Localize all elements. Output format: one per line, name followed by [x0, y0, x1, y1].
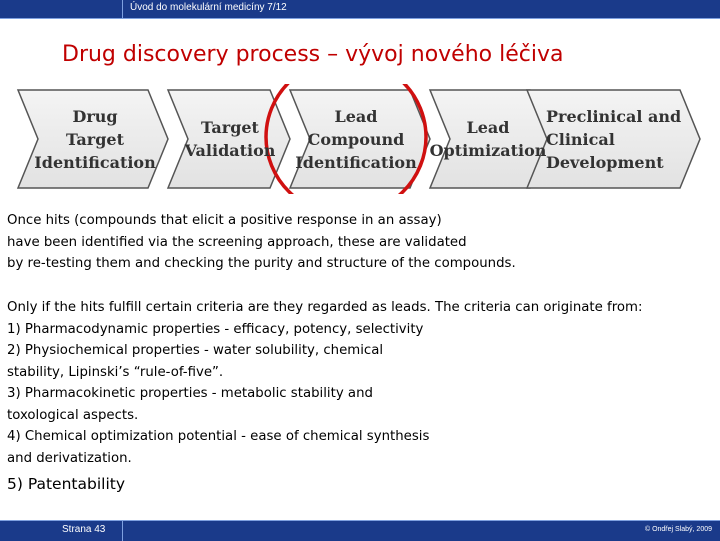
footer-bar [0, 520, 720, 541]
step-label-1: Drug Target Identification [34, 106, 156, 172]
process-flow [0, 84, 720, 194]
paragraph-line: have been identified via the screening approach, these are validated [7, 234, 467, 250]
footer-divider [122, 521, 123, 541]
paragraph-criteria [7, 297, 642, 497]
paragraph-line: Only if the hits fulfill certain criteria are they regarded as leads. The criteria can originate from: [7, 300, 643, 315]
criteria-item-patentability: 5) Patentability [7, 475, 126, 493]
step-label-3: Lead Compound Identification [295, 106, 417, 172]
criteria-item: 1) Pharmacodynamic properties - efficacy, potency, selectivity [7, 321, 424, 337]
paragraph-hits [7, 210, 516, 275]
course-title: Úvod do molekulární medicíny 7/12 [130, 2, 287, 13]
top-bar-divider [122, 0, 123, 18]
step-label-2: Target Validation [184, 118, 276, 160]
copyright: © Ondřej Slabý, 2009 [644, 526, 712, 533]
step-label-4: Lead Optimization [429, 118, 547, 160]
criteria-item: 4) Chemical optimization potential - ease of chemical synthesis [7, 429, 430, 444]
slide-title: Drug discovery process – vývoj nového léčiva [62, 42, 564, 67]
criteria-item: 3) Pharmacokinetic properties - metabolic stability and [7, 386, 373, 401]
paragraph-line: by re-testing them and checking the purity and structure of the compounds. [7, 256, 516, 271]
criteria-item: stability, Lipinski’s “rule-of-five”. [7, 364, 224, 380]
criteria-item: and derivatization. [7, 450, 132, 466]
criteria-item: toxological aspects. [7, 407, 139, 423]
top-bar [0, 0, 720, 19]
page-number: Strana 43 [62, 524, 106, 535]
paragraph-line: Once hits (compounds that elicit a positive response in an assay) [7, 213, 442, 228]
step-label-5: Preclinical and Clinical Development [546, 106, 682, 172]
criteria-item: 2) Physiochemical properties - water solubility, chemical [7, 343, 384, 358]
